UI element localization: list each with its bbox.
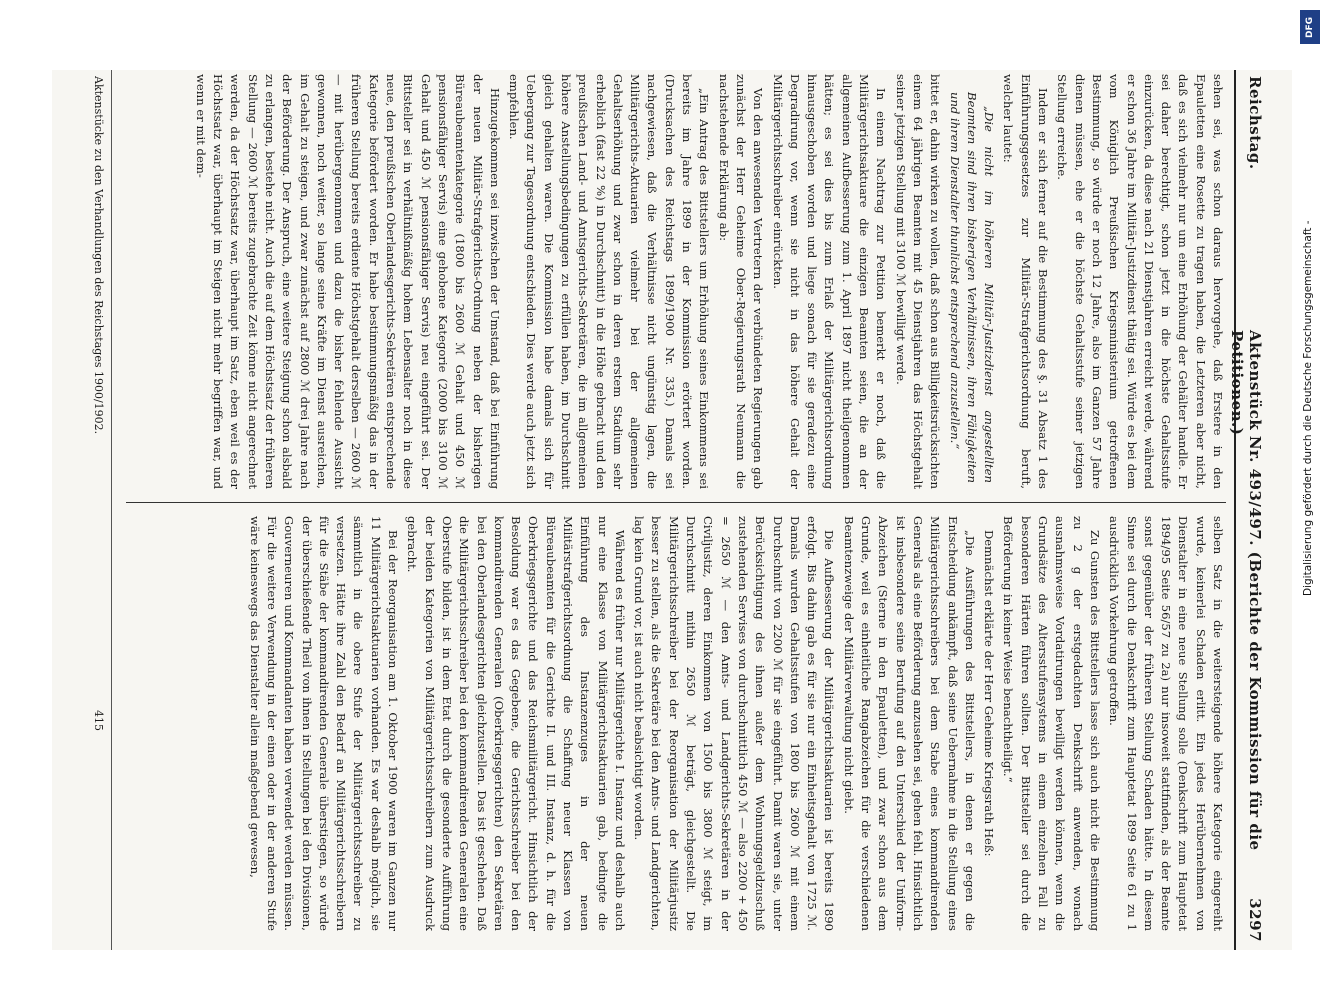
quotation: „Die nicht im höheren Militär-Justizdienst angestellten Beamten sind ihren bisherigen Verhältnissen, ihren Fähigkeiten und ihrem Dienstalter thunlichst entsprechend anzustellen.“ <box>947 92 997 483</box>
paragraph: Von den anwesenden Vertretern der verbündeten Regierungen gab zunächst der Herr Geheime Ober-Regierungsrath Neumann die nachstehende Erklärung ab: <box>716 74 766 489</box>
header-title: Aktenstück Nr. 493/497. (Berichte der Kommission für die Petitionen.) <box>1228 330 1264 851</box>
digitization-credit: Digitalisierung gefördert durch die Deutsche Forschungsgemeinschaft - <box>1302 220 1314 596</box>
page-rotated <box>52 70 1272 950</box>
signature-mark: 415 <box>92 710 105 731</box>
paragraph: bittet er, dahin wirken zu wollen, daß schon aus Billigkeitsrücksichten einem 64 jährigen Beamten mit 45 Dienstjahren das Höchstgehalt seiner jetzigen Stellung mit 3100 ℳ bewilligt werde. <box>893 74 943 489</box>
paragraph: „Ein Antrag des Bittstellers um Erhöhung seines Einkommens sei bereits im Jahre 1899 in der Kommission erörtert worden. (Drucksachen des Reichstags 1899/1900 Nr. 335.) Damals sei nachgewiesen, daß die Verhältnisse nicht ungünstig lagen, die Militärgerichts-Aktuarien vielmehr bei der allgemeinen Gehaltserhöhung und zwar schon in deren erstem Stadium sehr erheblich (fast 22 %) in Durchschnitt) in die Höhe gebracht und den preußischen Land- und Amtsgerichts-Sekretären, die im allgemeinen höhere Anstellungsbedingungen zu erfüllen haben, im Durchschnitt gleich gehalten waren. Die Kommission habe damals sich für Uebergang zur Tagesordnung entschieden. Dies werde auch jetzt sich empfehlen. <box>507 74 712 489</box>
paragraph: Demnächst erklärte der Herr Geheime Kriegsrath Heß: <box>982 530 997 857</box>
paragraph: Bei der Reorganisation am 1. Oktober 1900 waren im Ganzen nur 11 Militärgerichtsaktuarien vorhanden. Es war deshalb möglich, sie sämmtlich in die obere Stufe der Militärgerichtsschreiber zu versetzen. Hätte ihre Zahl den Bedarf an Militärgerichtsschreibern für die Stäbe der kommandirenden Generale überstiegen, so würde der überschießende Theil von ihnen in Stellungen bei den Divisionen, Gouverneuren und Kommandanten haben verwendet werden müssen. Für die weitere Verwendung in der einen oder in der anderen Stufe wäre keineswegs das Dienstalter allein maßgebend gewesen, <box>247 516 401 931</box>
left-column <box>126 74 1226 489</box>
paragraph: Während es früher nur Militärgerichte I. Instanz und deshalb auch nur eine Klasse von Militärgerichtsaktuarien gab, bedingte die Einführung des Instanzenzuges in der neuen Militärstrafgerichtsordnung die Schaffung neuer Klassen von Büreaubeamten für die Gerichte II. und III. Instanz, d. h. für die Oberkriegsgerichte und das Reichsmilitärgericht. Hinsichtlich der Besoldung war es das Gegebene, die Gerichtsschreiber bei den kommandirenden Generalen (Oberkriegsgerichten) den Sekretären bei den Oberlandesgerichten gleichzustellen. Das ist geschehen. Daß die Militärgerichtsschreiber bei den kommandirenden Generalen eine Oberstufe bilden, ist in dem Etat durch die gesonderte Aufführung der beiden Kategorien von Militärgerichtsschreibern zum Ausdruck gebracht. <box>405 516 627 931</box>
page-header <box>1228 70 1272 950</box>
paragraph: Die Aufbesserung der Militärgerichtsaktuarien ist bereits 1890 erfolgt. Bis dahin gab es für sie nur ein Einheitsgehalt von 1725 ℳ. Damals wurden Gehaltsstufen von 1800 bis 2600 ℳ mit einem Durchschnitt von 2200 ℳ für sie eingeführt. Damit waren sie, unter Berücksichtigung des ihnen außer dem Wohnungsgeldzuschuß zustehenden Servises von durchschnittlich 450 ℳ — also 2200 + 450 = 2650 ℳ — den Amts- und Landgerichts-Sekretären in der Civiljustiz, deren Einkommen von 1500 bis 3800 ℳ steigt, im Durchschnitt mithin 2650 ℳ beträgt, gleichgestellt. Die Militärgerichtsschreiber bei der Reorganisation der Militärjustiz besser zu stellen, als die Sekretäre bei den Amts- und Landgerichten, lag kein Grund vor, ist auch nicht beabsichtigt worden. <box>632 516 837 931</box>
page-footer <box>71 70 112 950</box>
paragraph: Hinzugekommen sei inzwischen der Umstand, daß bei Einführung der neuen Militär-Strafgerichts-Ordnung neben der bisherigen Büreaubeamtenkategorie (1800 bis 2600 ℳ Gehalt und 450 ℳ pensionsfähiger Servis) eine gehobene Kategorie (2000 bis 3100 ℳ Gehalt und 450 ℳ pensionsfähiger Servis) neu eingeführt sei. Der Bittsteller sei in verhältnißmäßig hohem Lebensalter noch in diese neue, den preußischen Oberlandesgerichts-Sekretären entsprechende Kategorie befördert worden. Er habe bestimmungsmäßig das in der früheren Stellung bereits erdiente Höchstgehalt derselben — 2600 ℳ — mit herübergenommen und dazu die bisher fehlende Aussicht gewonnen, noch weiter, so lange seine Kräfte im Dienst ausreichen, im Gehalt zu steigen, und zwar zunächst auf 2800 ℳ drei Jahre nach der Beförderung. Der Anspruch, eine weitere Steigung schon alsbald zu erlangen, bestehe nicht. Auch die auf dem Höchstsatz der früheren Stellung — 2600 ℳ bereits zugebrachte Zeit könne nicht angerechnet werden, da der Höchstsatz war, überhaupt im Satz, eben weil es der Höchstsatz war, überhaupt im Steigen nicht mehr begriffen war, und wenn er mit dem- <box>193 74 502 489</box>
footnote: Aktenstücke zu den Verhandlungen des Reichstages 1900/1902. <box>92 76 105 435</box>
paragraph: Zu Gunsten des Bittstellers lasse sich auch nicht die Bestimmung zu 2 g der erstgedachten Denkschrift anwenden, wonach ausnahmsweise Vordatirungen bewilligt werden können, wenn die Grundsätze des Altersstufensystems in einem einzelnen Fall zu besonderen Härten führen sollten. Der Bittsteller sei durch die Beförderung in keiner Weise benachtheiligt.“ <box>1001 516 1102 931</box>
digitization-strip <box>1296 0 1324 1000</box>
page-number: 3297 <box>1246 898 1264 942</box>
dfg-logo-icon: DFG <box>1300 10 1320 44</box>
paragraph: selben Satz in die weitersteigende höhere Kategorie eingereiht wurde, keinerlei Schaden erlitt. Ein jedes Herübernehmen von Dienstalter in eine neue Stellung solle (Denkschrift zum Hauptetat 1894/95 Seite 56/57 zu 2a) nur insoweit stattfinden, als der Beamte sonst gegenüber der früheren Stellung Schaden hätte. In diesem Sinne sei durch die Denkschrift zum Hauptetat 1899 Seite 61 zu 1 ausdrücklich Vorkehrung getroffen. <box>1107 516 1225 931</box>
paragraph: „Die Ausführungen des Bittstellers, in denen er gegen die Entscheidung ankämpft, daß seine Uebernahme in die Stellung eines Militärgerichtsschreibers bei dem Stabe eines kommandirenden Generals als eine Beförderung anzusehen sei, gehen fehl. Hinsichtlich ist insbesondere seine Berufung auf den Unterschied der Uniform-Abzeichen (Sterne in den Epauletten), und zwar schon aus dem Grunde, weil es einheitliche Rangabzeichen für die verschiedenen Beamtenzweige der Militärverwaltung nicht giebt. <box>841 516 977 931</box>
paragraph: In einem Nachtrag zur Petition bemerkt er noch, daß die Militärgerichtsaktuare die einzigen Beamten seien, die an der allgemeinen Aufbesserung zum 1. April 1897 nicht theilgenommen hätten; es sei dies bis zum Erlaß der Militärgerichtsordnung hinausgeschoben worden und liege sonach für sie geradezu eine Degradirung vor, wenn sie nicht in das höhere Gehalt der Militärgerichtsschreiber einrückten. <box>770 74 889 489</box>
header-left: Reichstag. <box>1246 76 1264 170</box>
paragraph: sehen sei, was schon daraus hervorgehe, daß Erstere in den Epauletten eine Rosette zu tragen haben, die Letzteren aber nicht, daß es sich vielmehr nur um eine Erhöhung der Gehälter handle. Er sei daher berechtigt, schon jetzt in die höchste Gehaltsstufe einzurücken, da diese nach 21 Dienstjahren erreicht werde, während er schon 36 Jahre im Militär-Justizdienst thätig sei. Würde es bei dem vom Königlich Preußischen Kriegsministerium getroffenen Bestimmung, so würde er noch 12 Jahre, also im Ganzen 57 Jahre dienen müssen, ehe er die höchste Gehaltsstufe seiner jetzigen Stellung erreiche. <box>1055 74 1225 489</box>
right-column <box>126 516 1226 931</box>
column-divider <box>126 502 1226 503</box>
scanned-page <box>52 70 1292 950</box>
paragraph: Indem er sich ferner auf die Bestimmung des §. 31 Absatz 1 des Einführungsgesetzes zur Militär-Strafgerichtsordnung beruft, welcher lautet: <box>1001 74 1051 489</box>
